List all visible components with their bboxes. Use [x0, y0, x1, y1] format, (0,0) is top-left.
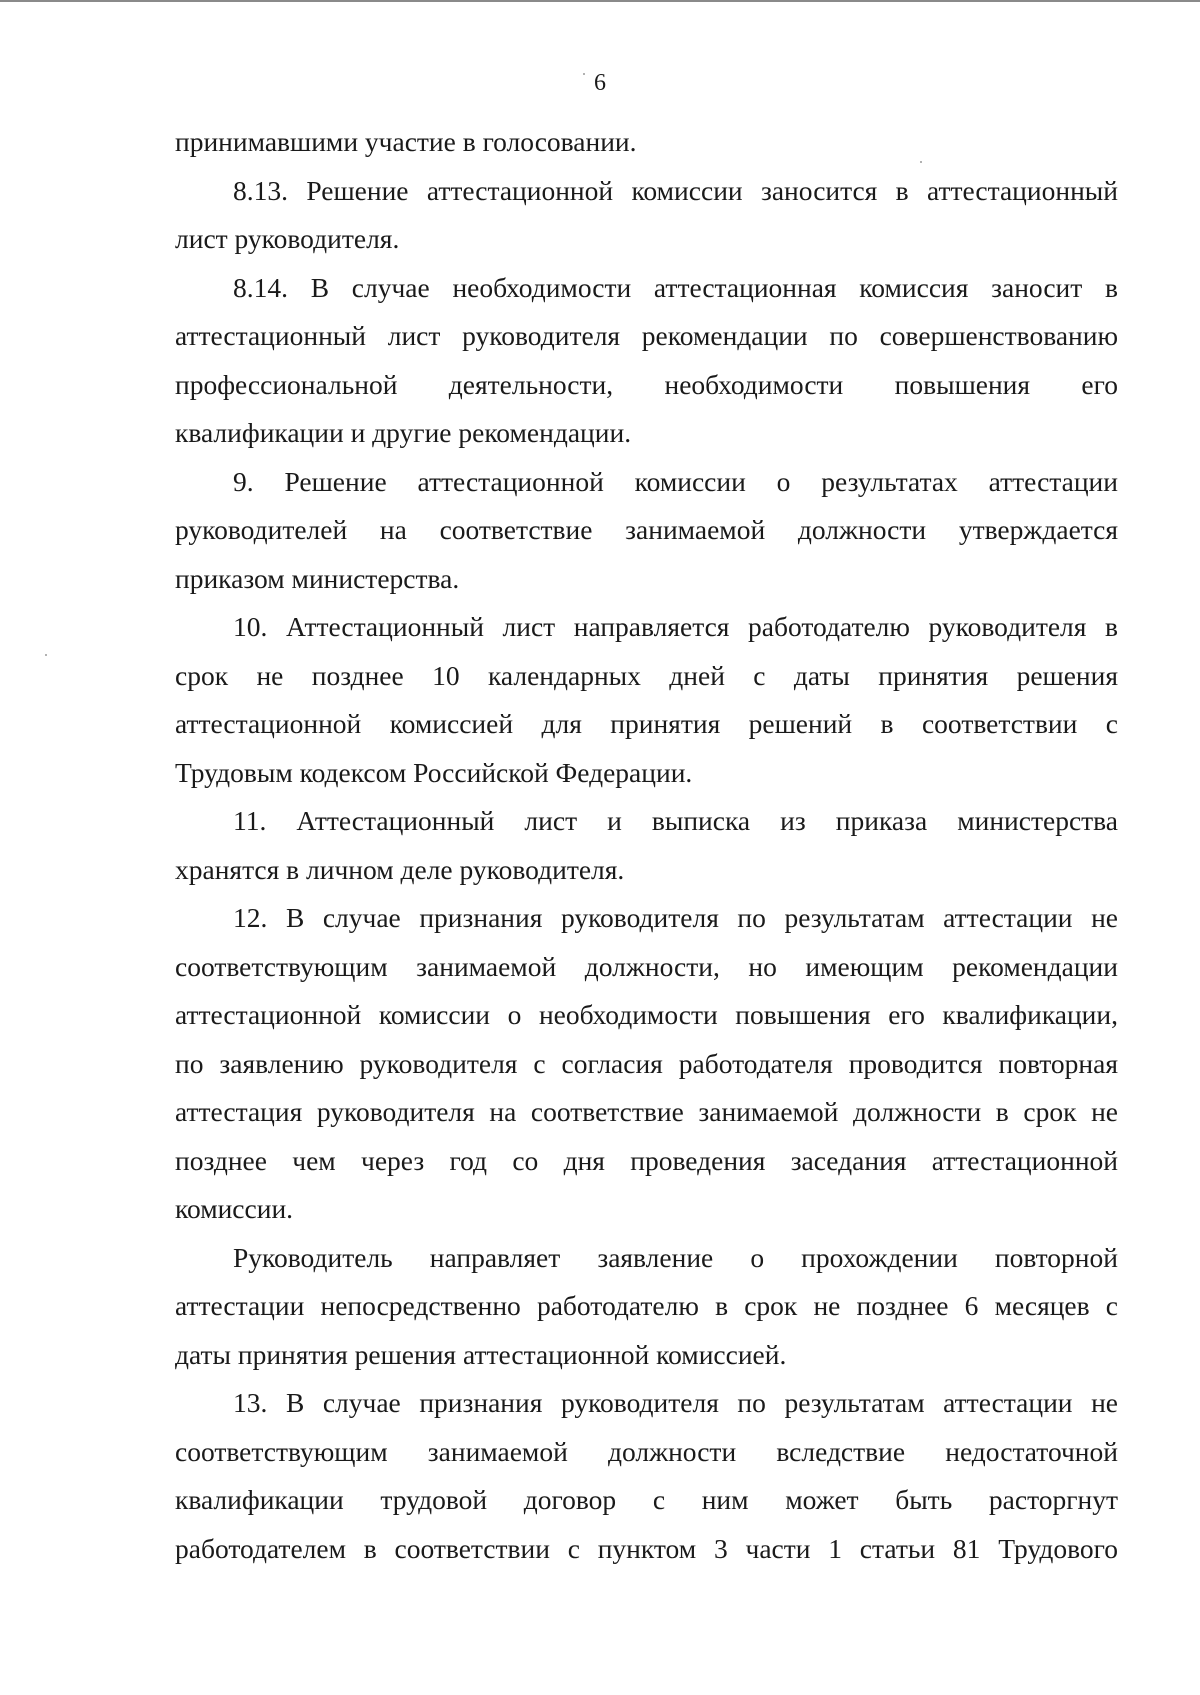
paragraph-line: комиссии.	[175, 1193, 294, 1224]
paragraph-line: квалификации и другие рекомендации.	[175, 417, 632, 448]
paragraph-line: 12. В случае признания руководителя по результатам аттестации не	[233, 902, 1118, 933]
paragraph-line: принимавшими участие в голосовании.	[175, 126, 637, 157]
paragraph-line: 11. Аттестационный лист и выписка из приказа министерства	[233, 805, 1118, 836]
paragraph-line: аттестация руководителя на соответствие занимаемой должности в срок не	[175, 1096, 1118, 1127]
paragraph-line: работодателем в соответствии с пунктом 3 части 1 статьи 81 Трудового	[175, 1532, 1118, 1564]
paragraph-line: позднее чем через год со дня проведения заседания аттестационной	[175, 1144, 1118, 1176]
paragraph-line: аттестации непосредственно работодателю в срок не позднее 6 месяцев с	[175, 1290, 1118, 1321]
paragraph-line: 10. Аттестационный лист направляется работодателю руководителя в	[233, 611, 1118, 642]
scan-speck	[45, 654, 47, 656]
paragraph-line: аттестационный лист руководителя рекомендации по совершенствованию	[175, 320, 1118, 351]
paragraph-line: по заявлению руководителя с согласия работодателя проводится повторная	[175, 1047, 1118, 1079]
paragraph-line: Трудовым кодексом Российской Федерации.	[175, 756, 693, 788]
scan-top-edge	[0, 0, 1200, 2]
paragraph-line: профессиональной деятельности, необходимости повышения его	[175, 368, 1118, 400]
paragraph-line: даты принятия решения аттестационной комиссией.	[175, 1338, 787, 1370]
paragraph-line: 9. Решение аттестационной комиссии о результатах аттестации	[233, 465, 1118, 497]
paragraph-line: срок не позднее 10 календарных дней с даты принятия решения	[175, 659, 1118, 691]
paragraph-line: 8.14. В случае необходимости аттестационная комиссия заносит в	[233, 271, 1118, 303]
paragraph-line: аттестационной комиссией для принятия решений в соответствии с	[175, 708, 1118, 739]
paragraph-line: Руководитель направляет заявление о прохождении повторной	[233, 1241, 1118, 1273]
paragraph-line: соответствующим занимаемой должности вследствие недостаточной	[175, 1435, 1118, 1467]
paragraph-line: аттестационной комиссии о необходимости повышения его квалификации,	[175, 999, 1118, 1030]
paragraph-line: приказом министерства.	[175, 562, 460, 594]
paragraph-line: хранятся в личном деле руководителя.	[175, 853, 625, 885]
document-body	[175, 118, 1118, 1573]
paragraph-line: лист руководителя.	[175, 223, 400, 254]
page-number: 6	[594, 70, 606, 96]
paragraph-line: 13. В случае признания руководителя по результатам аттестации не	[233, 1387, 1118, 1418]
paragraph-line: квалификации трудовой договор с ним может быть расторгнут	[175, 1484, 1118, 1515]
paragraph-line: соответствующим занимаемой должности, но имеющим рекомендации	[175, 950, 1118, 982]
paragraph-line: руководителей на соответствие занимаемой должности утверждается	[175, 514, 1118, 545]
paragraph-line: 8.13. Решение аттестационной комиссии заносится в аттестационный	[233, 174, 1118, 206]
